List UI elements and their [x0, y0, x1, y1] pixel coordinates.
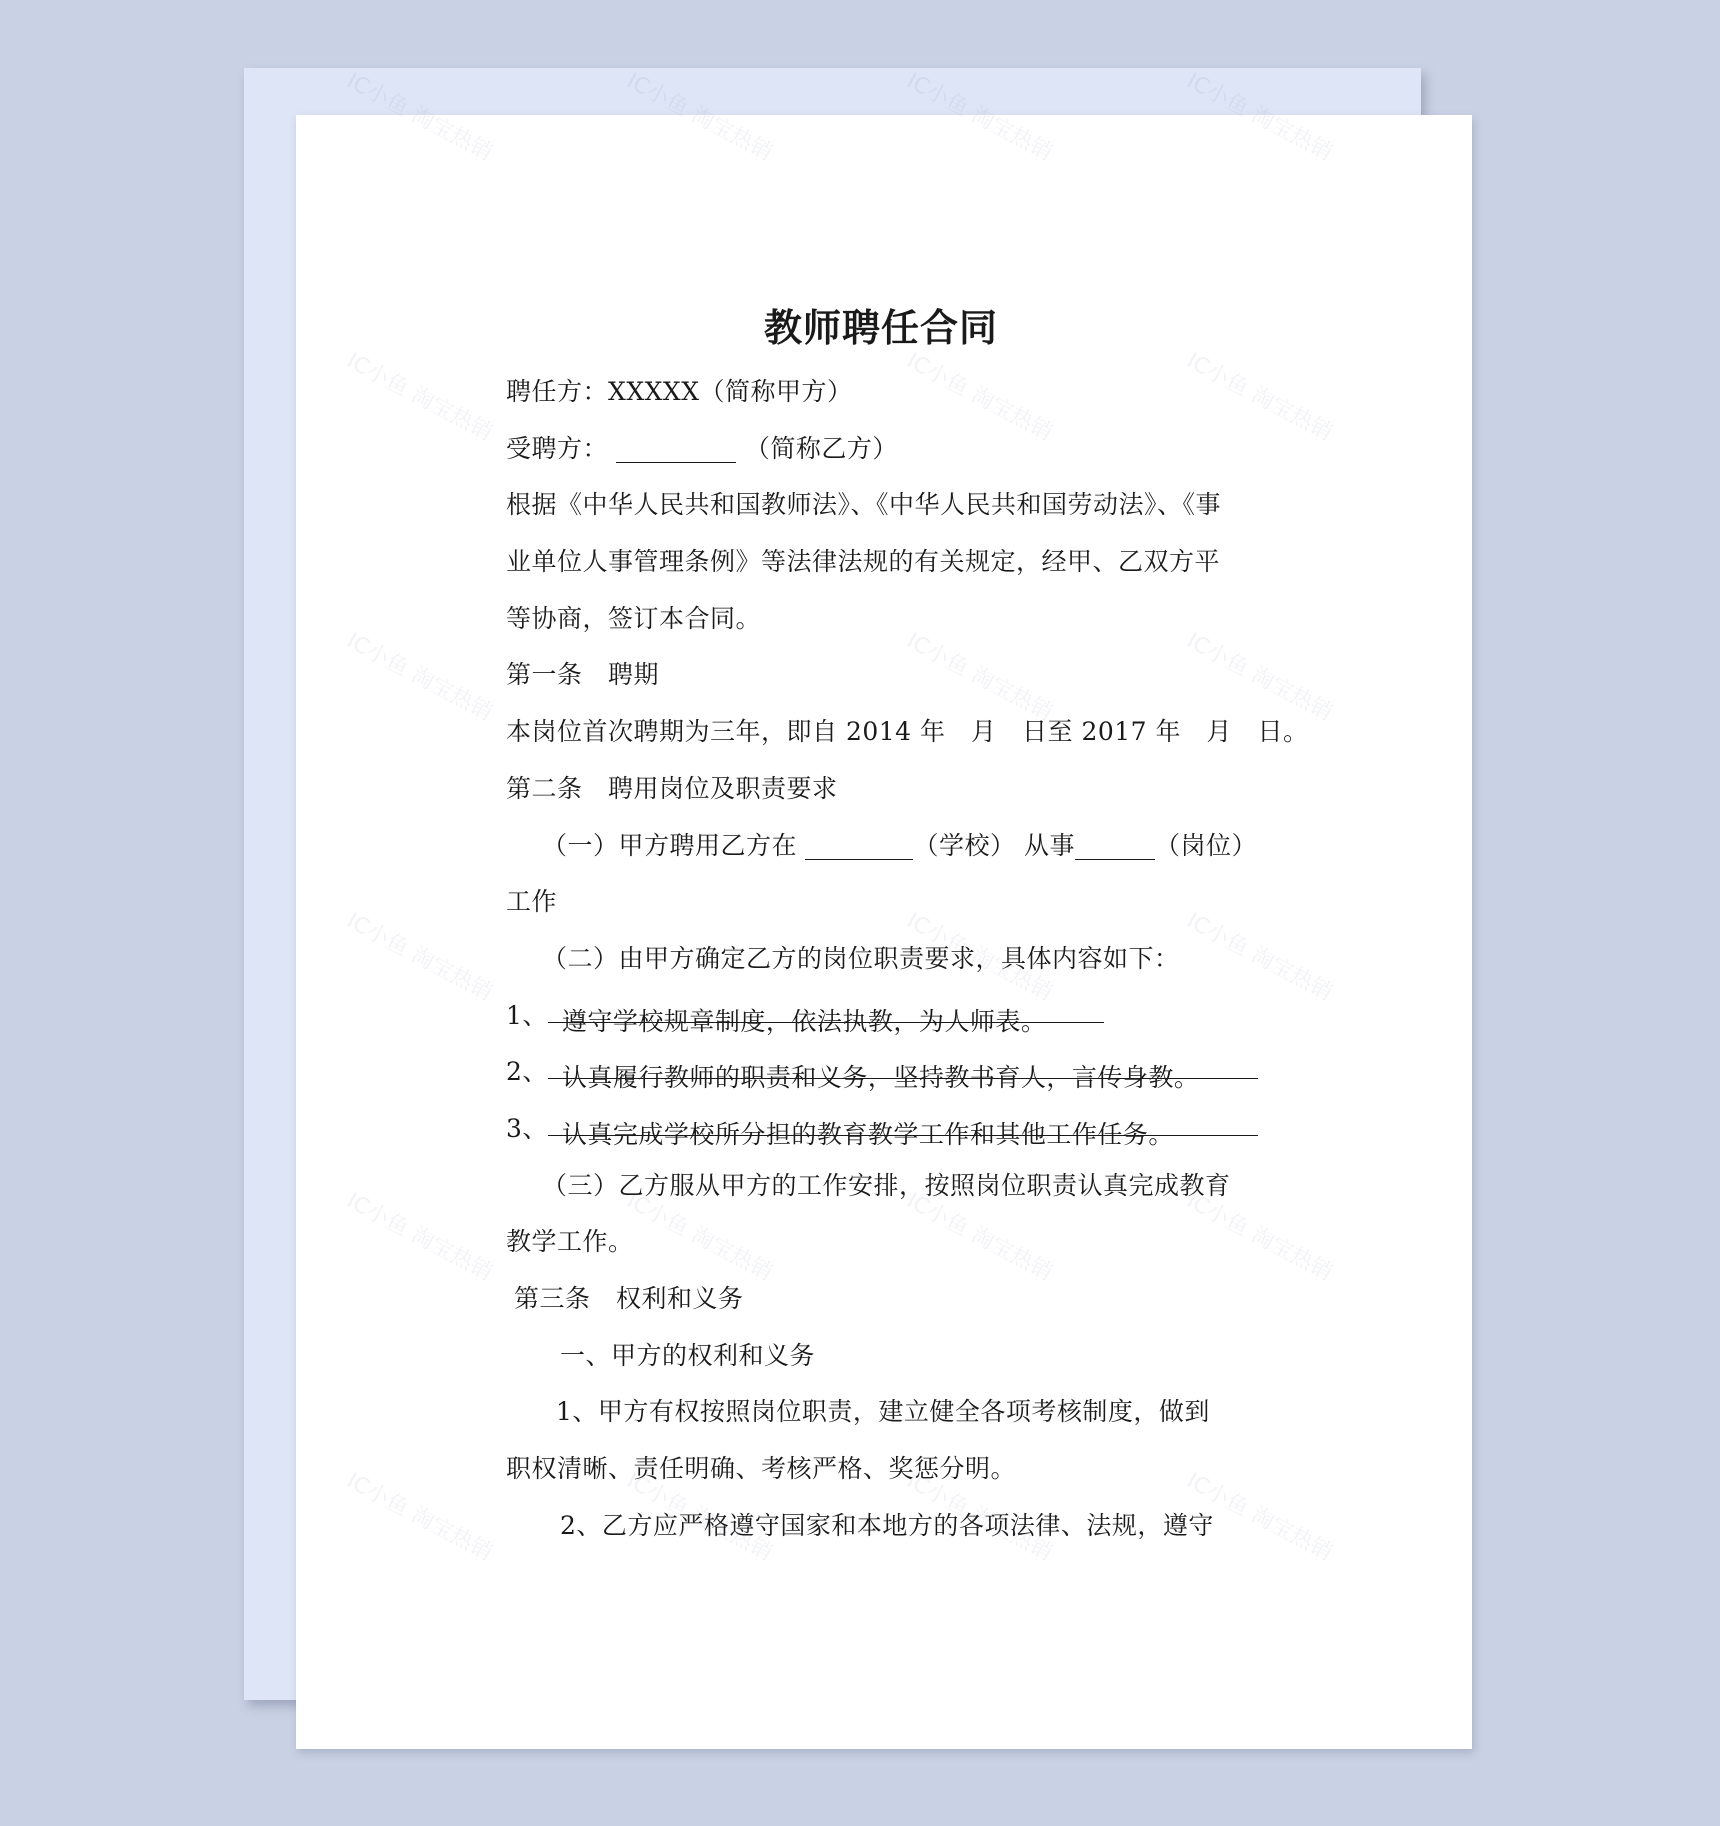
duty-item-3 — [506, 1101, 1266, 1158]
article-3-item-2-line-1: 2、乙方应严格遵守国家和本地方的各项法律、法规，遵守 — [560, 1510, 1214, 1540]
article-1-text: 本岗位首次聘期为三年，即自 2014 年 月 日至 2017 年 月 日。 — [506, 717, 1309, 747]
article-2-heading: 第二条 聘用岗位及职责要求 — [506, 773, 838, 803]
employer-label: 聘任方： — [506, 377, 609, 406]
document-title: 教师聘任合同 — [763, 305, 998, 350]
duty-text: 认真完成学校所分担的教育教学工作和其他工作任务。 — [561, 1119, 1174, 1149]
article-1-heading: 第一条 聘期 — [506, 660, 660, 690]
clause-2-1-post: （岗位） — [1154, 830, 1257, 860]
clause-2-1-prefix: （一）甲方聘用乙方在 — [542, 830, 798, 860]
clause-2-2: （二）由甲方确定乙方的岗位职责要求，具体内容如下： — [542, 943, 1180, 973]
article-3-heading: 第三条 权利和义务 — [514, 1284, 744, 1313]
clause-2-1-school: （学校） — [913, 830, 1016, 860]
contract-document — [506, 296, 1309, 1554]
article-3-subheading: 一、甲方的权利和义务 — [560, 1340, 816, 1370]
clause-2-1-line — [506, 818, 1266, 875]
school-blank[interactable] — [805, 831, 913, 860]
clause-2-1-continuation: 工作 — [506, 887, 558, 917]
intro-line-2: 业单位人事管理条例》等法律法规的有关规定，经甲、乙双方平 — [506, 547, 1221, 577]
clause-2-1-engage: 从事 — [1023, 830, 1075, 860]
post-blank[interactable] — [1075, 831, 1155, 860]
clause-2-3-line-1: （三）乙方服从甲方的工作安排，按照岗位职责认真完成教育 — [542, 1170, 1231, 1200]
duty-underline — [548, 1050, 1258, 1093]
employer-line — [506, 364, 1266, 421]
intro-line-3: 等协商，签订本合同。 — [506, 603, 762, 633]
employee-label: 受聘方： — [506, 433, 609, 463]
intro-line-1: 根据《中华人民共和国教师法》、《中华人民共和国劳动法》、《事 — [506, 490, 1222, 520]
clause-2-3-line-2: 教学工作。 — [506, 1227, 634, 1257]
duty-number: 2、 — [506, 1057, 548, 1087]
employee-line — [506, 421, 1266, 478]
duty-underline — [548, 994, 1104, 1036]
duty-text: 认真履行教师的职责和义务，坚持教书育人，言传身教。 — [561, 1063, 1200, 1093]
duty-number: 1、 — [506, 1000, 548, 1030]
article-3-item-1-line-2: 职权清晰、责任明确、考核严格、奖惩分明。 — [506, 1454, 1017, 1484]
duty-text: 遵守学校规章制度，依法执教，为人师表。 — [561, 1006, 1047, 1036]
employee-suffix: （简称乙方） — [744, 433, 898, 463]
duty-item-2 — [506, 1044, 1266, 1101]
article-3-item-1-line-1: 1、甲方有权按照岗位职责，建立健全各项考核制度，做到 — [556, 1397, 1210, 1427]
duty-item-1 — [506, 988, 1266, 1045]
duty-number: 3、 — [506, 1113, 548, 1143]
duty-underline — [548, 1107, 1258, 1149]
employer-value: XXXXX（简称甲方） — [608, 377, 853, 406]
employee-name-blank[interactable] — [616, 434, 736, 463]
